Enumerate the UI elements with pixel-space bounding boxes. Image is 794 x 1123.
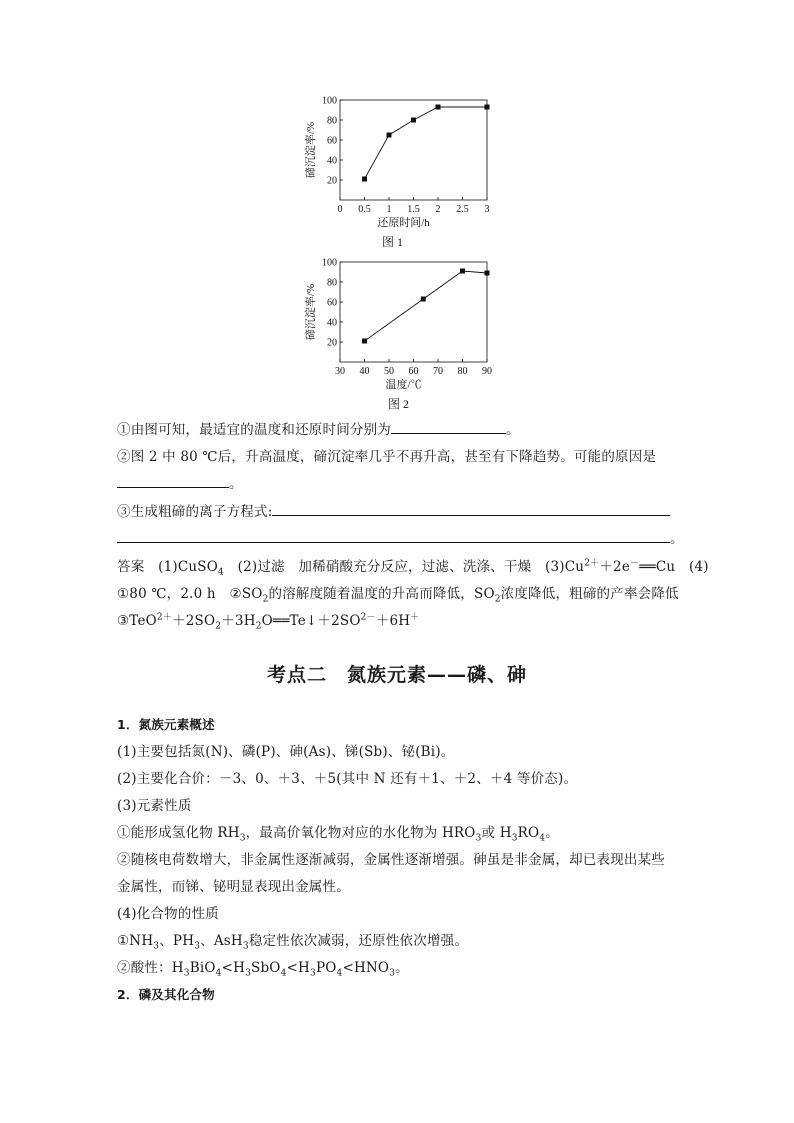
x-tick-label: 50 (384, 366, 394, 377)
x-tick-label: 70 (433, 366, 443, 377)
answer-blank-3 (272, 501, 670, 516)
figure-2-caption: 图 2 (388, 397, 410, 411)
paragraph-9: ②酸性：$H_3BiO_4<H_3SbO_4<H_3PO_4<HNO_3$。 (117, 960, 409, 979)
paragraph-2: (2)主要化合价：－3、0、＋3、＋5(其中 N 还有＋1、＋2、＋4 等价态)。 (117, 771, 578, 787)
y-tick-label: 20 (327, 337, 337, 349)
series-line (365, 271, 488, 341)
data-point (362, 177, 367, 182)
y-tick-label: 100 (322, 257, 337, 269)
plot-frame (340, 100, 487, 200)
answer-blank-3b (117, 528, 670, 543)
subsection-2-heading: 2．磷及其化合物 (117, 987, 215, 1002)
paragraph-4: ①能形成氢化物 $RH_3$，最高价氧化物对应的水化物为 $HRO_3$或 $H_3RO_4$。 (117, 825, 559, 844)
data-point (421, 297, 426, 302)
subsection-1-heading: 1．氮族元素概述 (117, 717, 215, 732)
y-axis-label: 碲沉淀率/% (305, 283, 317, 341)
section-title: 考点二 氮族元素——磷、砷 (266, 664, 527, 686)
x-tick-label: 90 (482, 366, 492, 377)
paragraph-6: 金属性，而锑、铋明显表现出金属性。 (117, 879, 350, 895)
figure-1 (300, 95, 500, 249)
x-tick-label: 60 (408, 366, 419, 377)
x-tick-label: 80 (457, 366, 468, 377)
data-point (460, 269, 465, 274)
x-tick-label: 40 (359, 366, 370, 377)
y-tick-label: 80 (327, 115, 337, 127)
paragraph-8: $①NH_3$、$PH_3$、AsH$_3$稳定性依次减弱，还原性依次增强。 (117, 933, 469, 952)
x-tick-label: 0.5 (358, 204, 371, 215)
figure-1-caption: 图 1 (382, 235, 404, 249)
x-tick-label: 3 (484, 204, 490, 215)
series-line (365, 107, 488, 179)
y-tick-label: 20 (327, 175, 337, 187)
x-axis-label: 温度/℃ (385, 379, 422, 391)
question-1: ①由图可知，最适宜的温度和还原时间分别为 。 (117, 418, 520, 438)
answer-line-3: $③TeO^{2+}+2SO_2+3H_2O══Te↓+2SO^{2-}+6H^+$ (117, 612, 420, 632)
y-axis-label: 碲沉淀率/% (305, 121, 317, 179)
x-tick-label: 2 (435, 204, 441, 215)
y-tick-label: 80 (327, 277, 337, 289)
paragraph-7: (4)化合物的性质 (117, 906, 219, 922)
x-tick-label: 2.5 (456, 204, 469, 215)
data-point (485, 271, 490, 276)
x-tick-label: 30 (335, 366, 345, 377)
x-tick-label: 1.5 (407, 204, 420, 215)
y-tick-label: 100 (322, 95, 337, 107)
y-tick-label: 60 (327, 297, 337, 309)
answer-line-1: 答案 (1)CuSO$_4$ (2)过滤 加稀硝酸充分反应，过滤、洗涤、干燥 $(3)Cu^{2+}+2e^-══Cu$ (4) (117, 558, 709, 578)
y-tick-label: 40 (327, 317, 337, 329)
figure-2 (300, 257, 500, 411)
x-tick-label: 0 (337, 204, 343, 215)
paragraph-1: (1)主要包括氮(N)、磷(P)、砷(As)、锑(Sb)、铋(Bi)。 (117, 744, 455, 760)
answer-blank-1 (391, 419, 506, 434)
paragraph-3: (3)元素性质 (117, 798, 192, 814)
figure-2-chart (300, 257, 500, 392)
question-3-cont: 。 (117, 527, 684, 547)
plot-frame (340, 262, 487, 362)
paragraph-5: ②随核电荷数增大，非金属性逐渐减弱，金属性逐渐增强。砷虽是非金属，却已表现出某些 (117, 852, 665, 868)
data-point (411, 118, 416, 123)
figure-1-chart (300, 95, 500, 230)
x-axis-label: 还原时间/h (377, 217, 430, 229)
y-tick-label: 60 (327, 135, 337, 147)
data-point (485, 105, 490, 110)
data-point (436, 105, 441, 110)
answer-line-2: ①80 ℃，2.0 h $②SO_2$的溶解度随着温度的升高而降低，$SO_2$浓度降低，粗碲的产率会降低 (117, 586, 679, 605)
question-3: ③生成粗碲的离子方程式: (117, 500, 670, 520)
y-tick-label: 40 (327, 155, 337, 167)
answer-blank-2 (117, 473, 229, 488)
question-2: ②图 2 中 80 ℃后，升高温度，碲沉淀率几乎不再升高，甚至有下降趋势。可能的原因是 (117, 449, 657, 465)
question-2-cont: 。 (117, 472, 243, 492)
x-tick-label: 1 (386, 204, 392, 215)
data-point (362, 339, 367, 344)
data-point (387, 133, 392, 138)
